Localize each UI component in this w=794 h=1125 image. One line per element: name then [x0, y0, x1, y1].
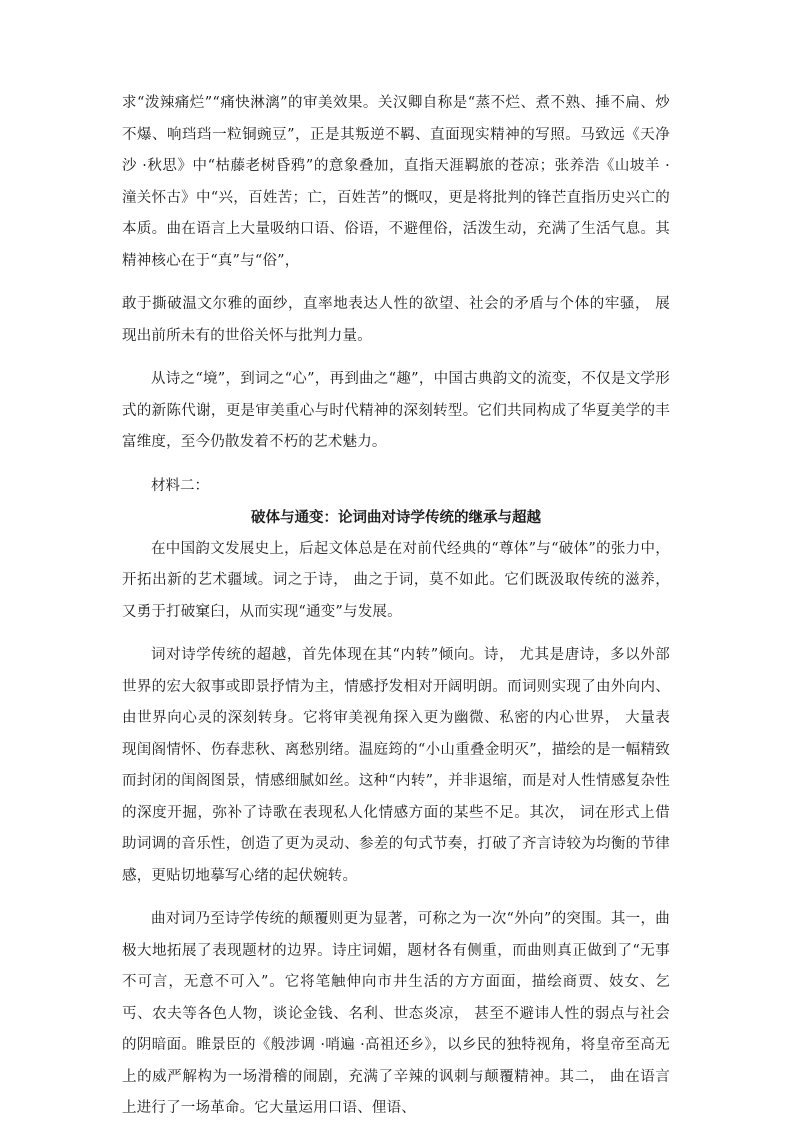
material1-paragraph-continued: 求“泼辣痛烂”“痛快淋漓”的审美效果。关汉卿自称是“蒸不烂、煮不熟、捶不扁、炒不爆、响珰珰一粒铜豌豆”，正是其叛逆不羁、直面现实精神的写照。马致远《天净沙 ·秋思》中“枯藤老树昏鸦”的意象叠加，直指天涯羁旅的苍凉；张养浩《山坡羊 ·潼关怀古》中“兴，百姓苦；亡，百姓苦”的慨叹，更是将批判的锋芒直指历史兴亡的本质。曲在语言上大量吸纳口语、俗语，不避俚俗，活泼生动，充满了生活气息。其精神核心在于“真”与“俗”，	[122, 95, 670, 269]
material1-paragraph-continued-2: 敢于撕破温文尔雅的面纱，直率地表达人性的欲望、社会的矛盾与个体的牢骚， 展现出前所未有的世俗关怀与批判力量。	[122, 296, 670, 344]
material2-title: 破体与通变：论词曲对诗学传统的继承与超越	[251, 509, 541, 526]
material2-paragraph-2: 词对诗学传统的超越，首先体现在其“内转”倾向。诗， 尤其是唐诗，多以外部世界的宏大叙事或即景抒情为主，情感抒发相对开阔明朗。而词则实现了由外向内、由世界向心灵的深刻转身。它将审美视角探入更为幽微、私密的内心世界， 大量表现闺阁情怀、伤春悲秋、离愁别绪。温庭筠的“小山重叠金明灭”，描绘的是一幅精致而封闭的闺阁图景，情感细腻如丝。这种“内转”，并非退缩，而是对人性情感复杂性的深度开掘，弥补了诗歌在表现私人化情感方面的某些不足。其次， 词在形式上借助词调的音乐性，创造了更为灵动、参差的句式节奏，打破了齐言诗较为均衡的节律感，更贴切地摹写心绪的起伏婉转。	[122, 647, 670, 884]
material2-label: 材料二：	[151, 477, 209, 494]
document-page	[122, 88, 670, 1125]
paragraph-gap	[122, 459, 670, 471]
paragraph-gap	[122, 352, 670, 364]
paragraph-gap	[122, 277, 670, 289]
material1-conclusion-paragraph: 从诗之“境”，到词之“心”，再到曲之“趣”，中国古典韵文的流变，不仅是文学形式的新陈代谢，更是审美重心与时代精神的深刻转型。它们共同构成了华夏美学的丰富维度，至今仍散发着不朽的艺术魅力。	[122, 371, 670, 450]
material2-paragraph-1: 在中国韵文发展史上，后起文体总是在对前代经典的“尊体”与“破体”的张力中，开拓出新的艺术疆域。词之于诗， 曲之于词，莫不如此。它们既汲取传统的滋养， 又勇于打破窠臼，从而实现“通变”与发展。	[122, 540, 670, 620]
paragraph-gap	[122, 628, 670, 640]
material2-paragraph-3: 曲对词乃至诗学传统的颠覆则更为显著，可称之为一次“外向”的突围。其一，曲极大地拓展了表现题材的边界。诗庄词媚，题材各有侧重，而曲则真正做到了“无事不可言，无意不可入”。它将笔触伸向市井生活的方方面面，描绘商贾、妓女、乞丐、农夫等各色人物，谈论金钱、名利、世态炎凉， 甚至不避讳人性的弱点与社会的阴暗面。睢景臣的《般涉调 ·哨遍 ·高祖还乡》，以乡民的独特视角，将皇帝至高无上的威严解构为一场滑稽的闹剧，充满了辛辣的讽刺与颠覆精神。其二， 曲在语言上进行了一场革命。它大量运用口语、俚语、	[122, 911, 670, 1116]
paragraph-gap	[122, 892, 670, 904]
